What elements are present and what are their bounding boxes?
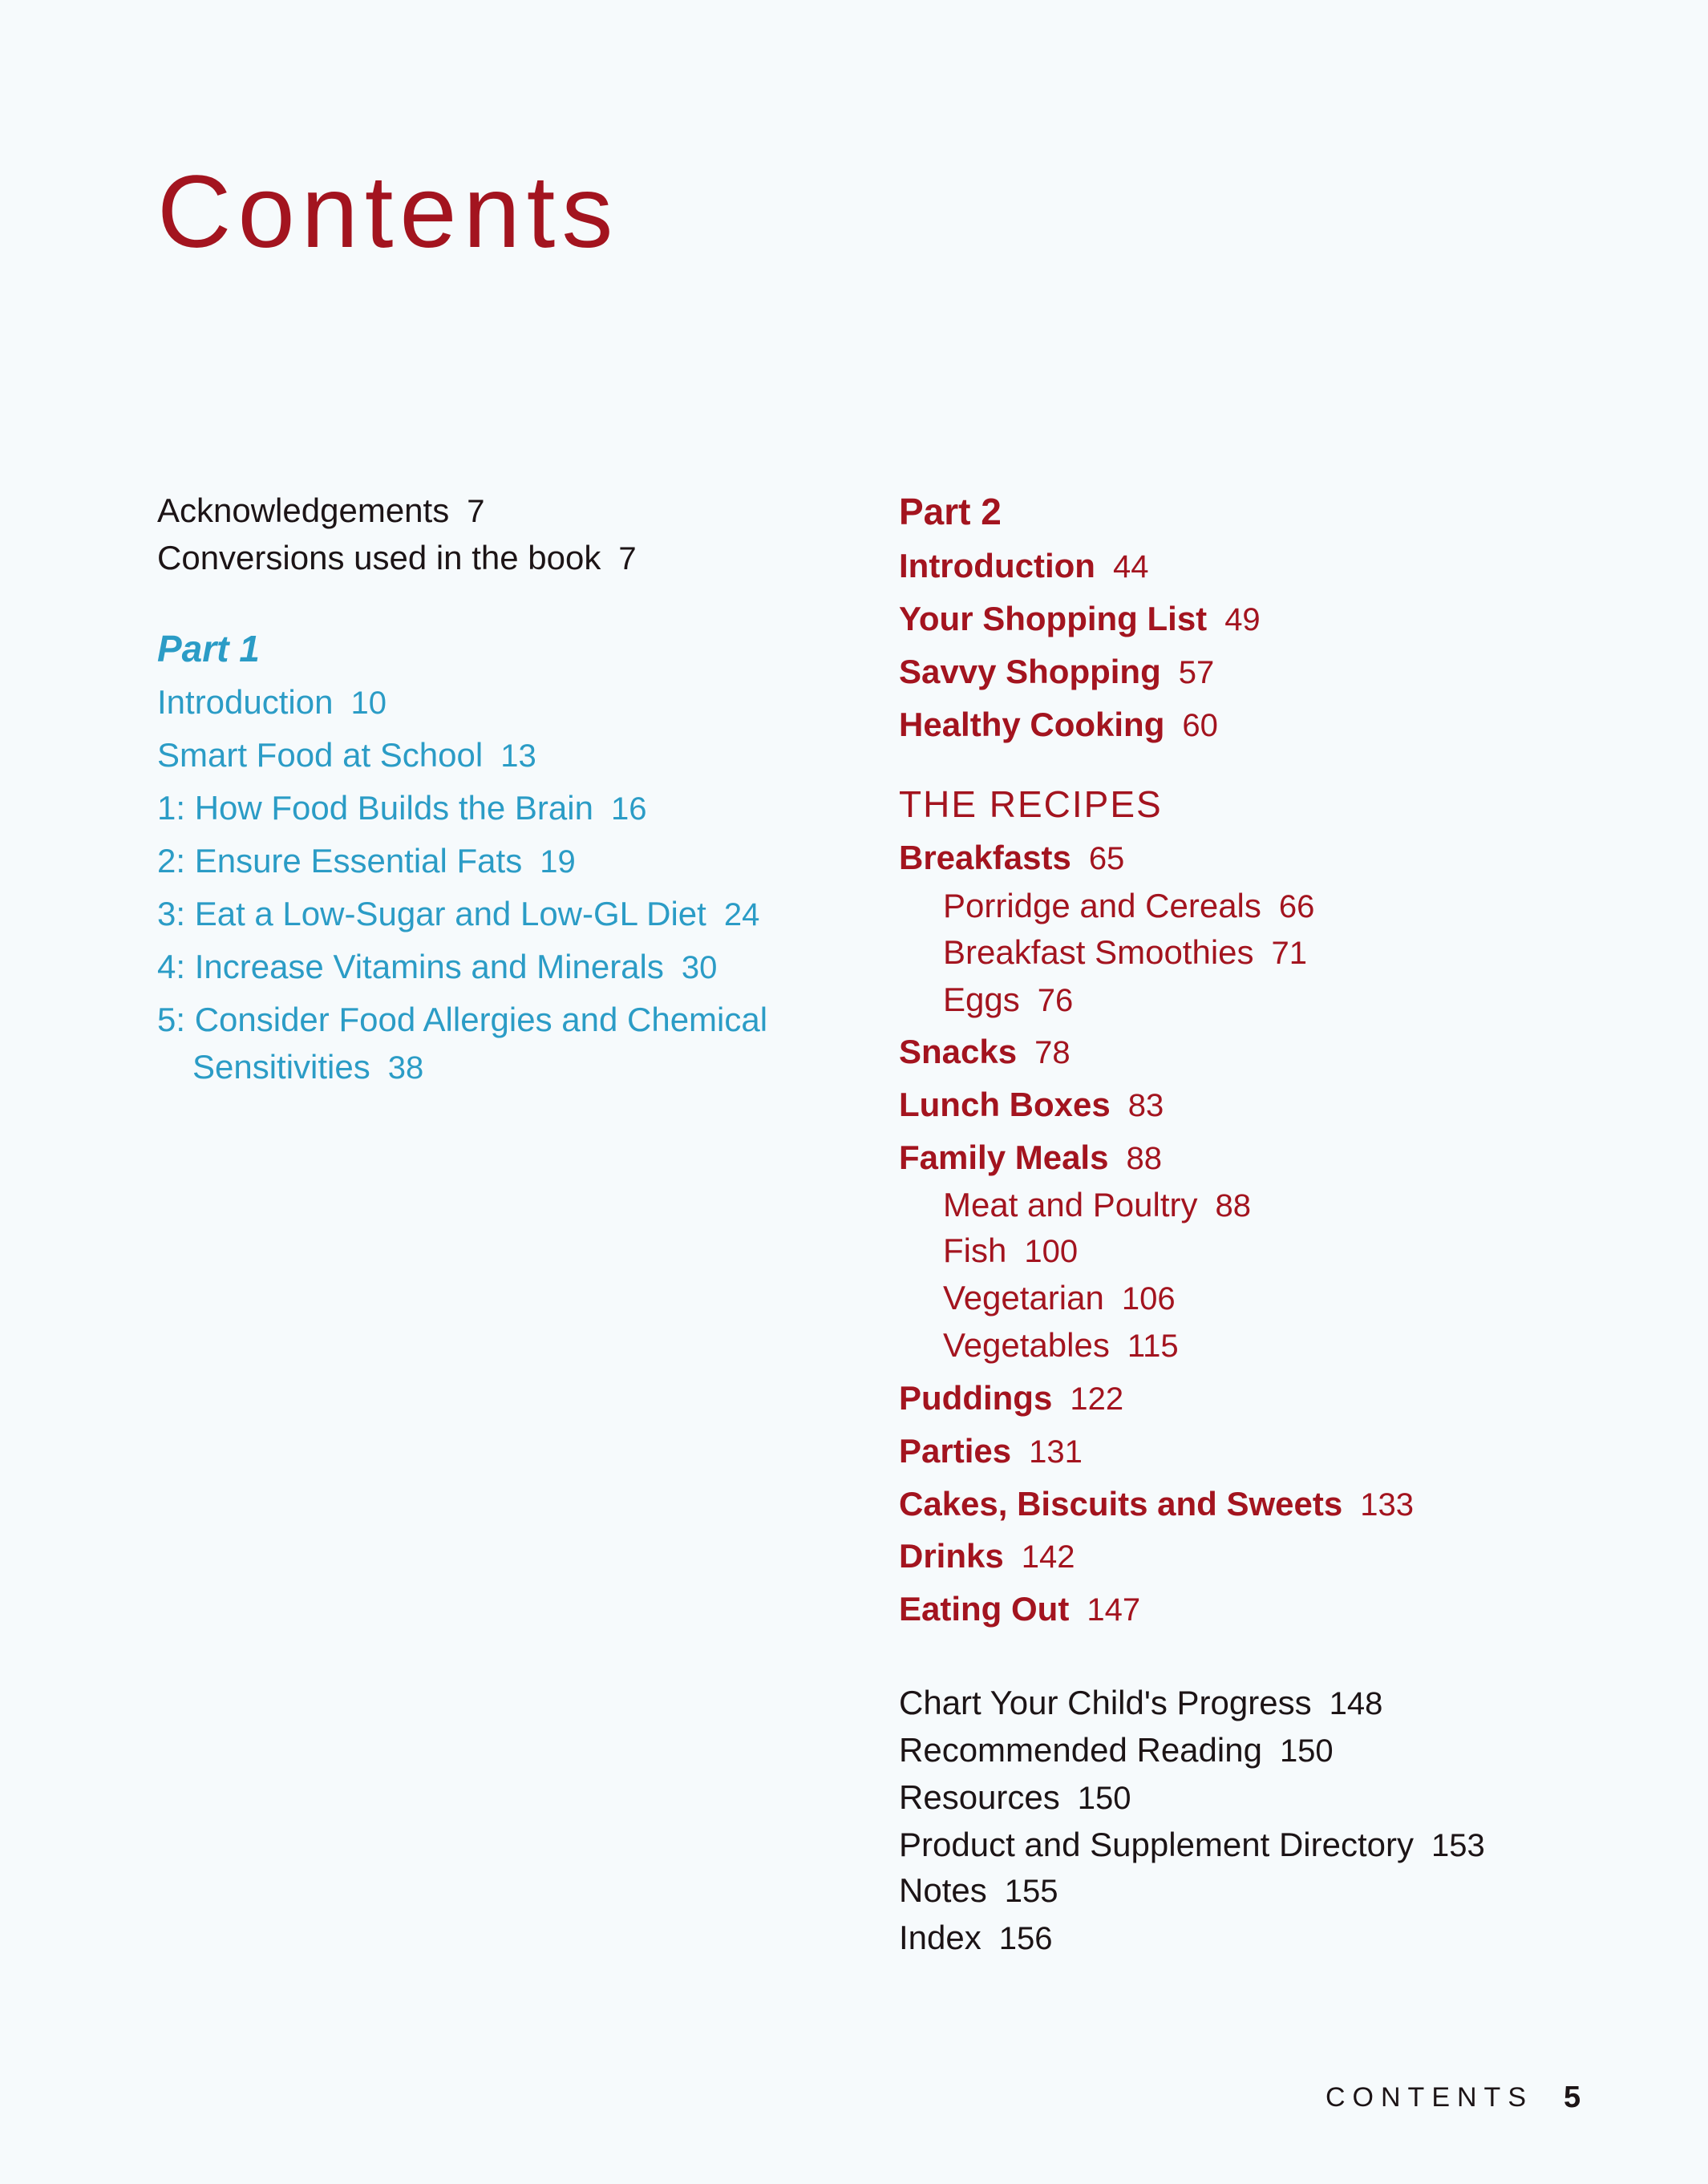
entry-page: 122	[1070, 1381, 1124, 1417]
page-title: Contents	[157, 155, 620, 269]
entry-page: 142	[1021, 1539, 1075, 1575]
entry-page: 133	[1360, 1487, 1414, 1523]
part1-heading: Part 1	[157, 628, 260, 669]
entry-page: 30	[681, 950, 718, 985]
toc-entry[interactable]	[899, 1134, 1162, 1182]
entry-page: 60	[1182, 708, 1218, 743]
entry-label: Introduction	[899, 547, 1095, 584]
toc-entry[interactable]	[899, 1585, 1140, 1633]
toc-entry[interactable]	[157, 996, 767, 1044]
entry-page: 19	[540, 844, 576, 880]
entry-page: 83	[1127, 1088, 1164, 1123]
toc-entry[interactable]	[157, 784, 646, 832]
toc-entry[interactable]	[899, 1821, 1485, 1869]
toc-subentry[interactable]	[943, 1321, 1179, 1369]
entry-page: 88	[1215, 1188, 1252, 1223]
toc-entry-continued[interactable]	[192, 1043, 423, 1091]
toc-subentry[interactable]	[943, 1227, 1078, 1275]
entry-page: 38	[387, 1050, 424, 1086]
toc-entry[interactable]	[899, 1773, 1131, 1822]
entry-label: Family Meals	[899, 1139, 1109, 1176]
toc-entry[interactable]	[899, 648, 1214, 696]
entry-label: Snacks	[899, 1033, 1018, 1070]
entry-page: 57	[1178, 655, 1215, 690]
entry-label: Puddings	[899, 1379, 1053, 1417]
entry-page: 150	[1077, 1781, 1131, 1816]
entry-page: 44	[1112, 549, 1149, 584]
toc-entry[interactable]	[899, 1028, 1071, 1076]
toc-entry[interactable]	[157, 487, 484, 535]
entry-label: Introduction	[157, 683, 334, 721]
entry-label: Your Shopping List	[899, 600, 1208, 637]
entry-page: 147	[1087, 1592, 1141, 1628]
entry-label: Product and Supplement Directory	[899, 1826, 1414, 1863]
entry-page: 24	[723, 897, 760, 932]
toc-entry[interactable]	[157, 837, 576, 885]
toc-entry[interactable]	[899, 1374, 1123, 1422]
entry-page: 148	[1329, 1686, 1383, 1721]
toc-entry[interactable]	[899, 1867, 1058, 1915]
entry-label: Breakfast Smoothies	[943, 933, 1254, 971]
toc-entry[interactable]	[899, 1914, 1053, 1962]
toc-entry[interactable]	[157, 678, 387, 726]
entry-label: Vegetables	[943, 1326, 1110, 1364]
toc-entry[interactable]	[899, 701, 1218, 749]
entry-page: 100	[1024, 1234, 1079, 1269]
toc-subentry[interactable]	[943, 976, 1073, 1024]
entry-page: 115	[1127, 1329, 1179, 1364]
toc-entry[interactable]	[899, 542, 1148, 590]
toc-entry[interactable]	[899, 1679, 1382, 1727]
entry-label: Breakfasts	[899, 839, 1071, 876]
entry-label: Notes	[899, 1871, 987, 1909]
entry-label: Eggs	[943, 981, 1020, 1018]
entry-label: Acknowledgements	[157, 491, 450, 529]
toc-subentry[interactable]	[943, 1181, 1251, 1229]
entry-page: 13	[500, 738, 536, 774]
entry-label: Sensitivities	[192, 1048, 370, 1086]
entry-label: 3: Eat a Low-Sugar and Low-GL Diet	[157, 895, 706, 932]
toc-entry[interactable]	[157, 534, 637, 582]
entry-page: 71	[1271, 936, 1308, 971]
toc-entry[interactable]	[899, 595, 1261, 643]
entry-label: Lunch Boxes	[899, 1086, 1111, 1123]
entry-label: Porridge and Cereals	[943, 887, 1261, 924]
entry-label: 5: Consider Food Allergies and Chemical	[157, 1001, 768, 1038]
entry-label: 4: Increase Vitamins and Minerals	[157, 948, 664, 985]
entry-label: Parties	[899, 1432, 1012, 1470]
entry-label: Drinks	[899, 1537, 1004, 1575]
toc-entry[interactable]	[899, 1081, 1164, 1129]
toc-entry[interactable]	[157, 943, 717, 991]
entry-page: 106	[1121, 1281, 1176, 1316]
entry-label: 1: How Food Builds the Brain	[157, 789, 593, 827]
entry-label: 2: Ensure Essential Fats	[157, 842, 523, 880]
toc-entry[interactable]	[899, 1427, 1083, 1475]
toc-entry[interactable]	[899, 834, 1124, 882]
entry-label: Eating Out	[899, 1590, 1070, 1628]
toc-entry[interactable]	[157, 731, 536, 779]
entry-label: Smart Food at School	[157, 736, 484, 774]
toc-entry[interactable]	[157, 890, 759, 938]
recipes-heading: THE RECIPES	[899, 783, 1163, 825]
running-footer: CONTENTS	[1326, 2082, 1533, 2113]
entry-page: 7	[618, 541, 637, 576]
entry-label: Resources	[899, 1778, 1060, 1816]
entry-label: Chart Your Child's Progress	[899, 1684, 1312, 1721]
entry-label: Conversions used in the book	[157, 539, 601, 576]
entry-page: 153	[1431, 1828, 1485, 1863]
entry-page: 49	[1224, 602, 1261, 637]
entry-page: 7	[467, 494, 485, 529]
entry-label: Index	[899, 1919, 981, 1956]
toc-subentry[interactable]	[943, 928, 1307, 977]
entry-page: 78	[1034, 1035, 1071, 1070]
entry-label: Healthy Cooking	[899, 706, 1165, 743]
toc-subentry[interactable]	[943, 882, 1314, 930]
entry-page: 88	[1126, 1141, 1162, 1176]
entry-page: 131	[1029, 1434, 1083, 1470]
entry-page: 65	[1088, 841, 1125, 876]
entry-label: Cakes, Biscuits and Sweets	[899, 1485, 1343, 1523]
entry-page: 10	[350, 686, 387, 721]
part2-heading: Part 2	[899, 491, 1002, 532]
page-number: 5	[1564, 2081, 1581, 2114]
entry-page: 150	[1279, 1733, 1334, 1769]
toc-entry[interactable]	[899, 1726, 1334, 1774]
toc-entry[interactable]	[899, 1532, 1075, 1580]
entry-page: 155	[1004, 1874, 1058, 1909]
entry-label: Fish	[943, 1232, 1007, 1269]
entry-label: Savvy Shopping	[899, 653, 1161, 690]
entry-label: Vegetarian	[943, 1279, 1104, 1316]
toc-entry[interactable]	[899, 1480, 1414, 1528]
entry-page: 156	[998, 1921, 1053, 1956]
entry-label: Meat and Poultry	[943, 1186, 1198, 1223]
entry-page: 76	[1037, 983, 1074, 1018]
entry-page: 16	[610, 791, 647, 827]
entry-page: 66	[1278, 889, 1315, 924]
toc-subentry[interactable]	[943, 1274, 1176, 1322]
entry-label: Recommended Reading	[899, 1731, 1262, 1769]
